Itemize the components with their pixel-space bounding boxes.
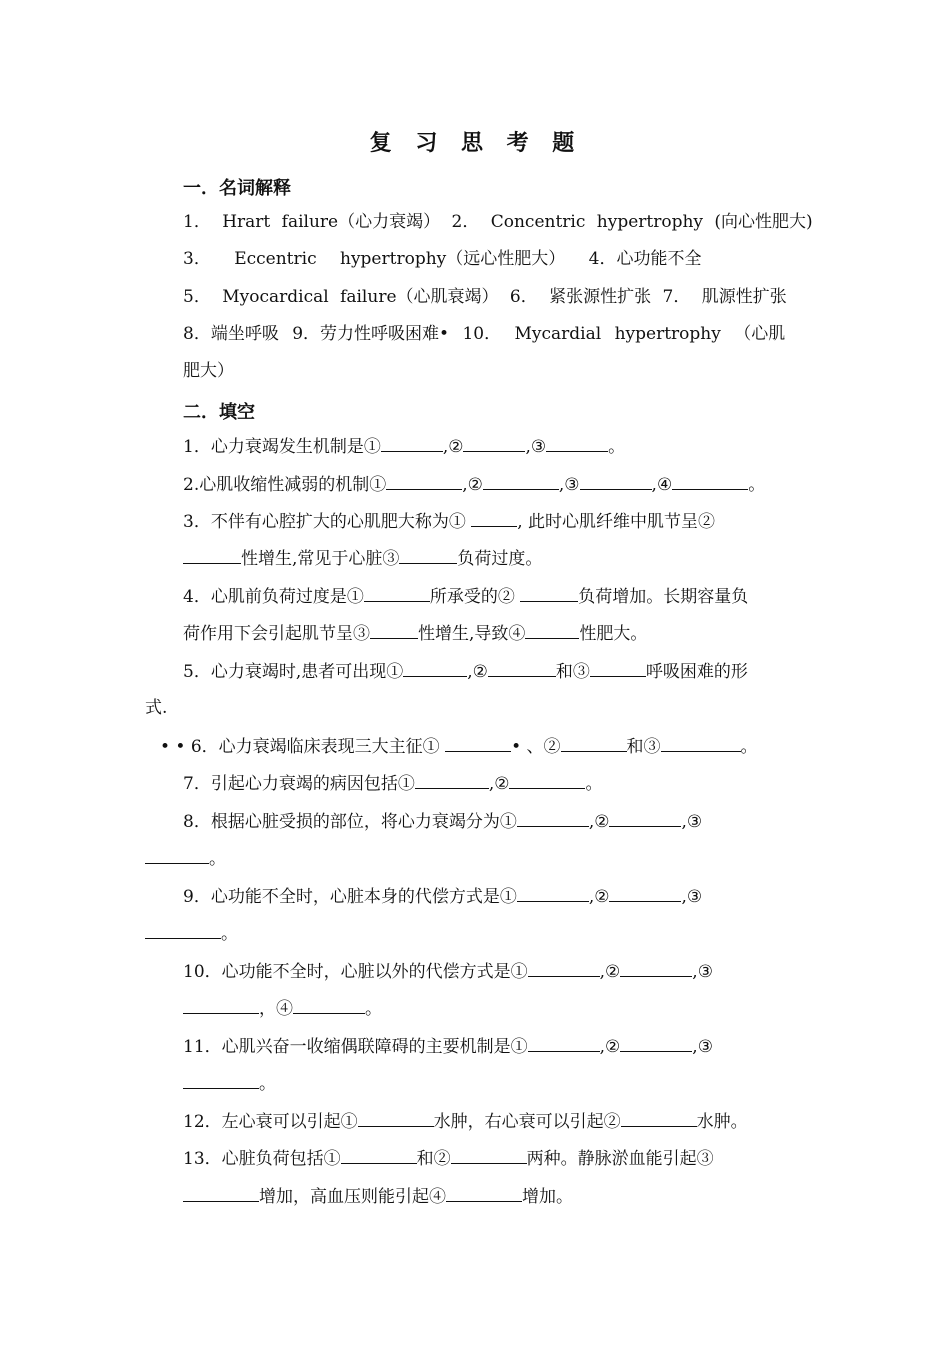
section-heading-fill: 二．填空 bbox=[183, 402, 255, 423]
q7-blank-1[interactable] bbox=[415, 772, 489, 789]
q2-text-4: ,④ bbox=[651, 475, 673, 495]
q4-text-6: 性肥大。 bbox=[579, 624, 648, 644]
q5-blank-1[interactable] bbox=[403, 660, 467, 677]
q10-blank-2[interactable] bbox=[620, 960, 692, 977]
fill-question-3-line-2 bbox=[183, 547, 542, 570]
q1-text-4: 。 bbox=[608, 437, 626, 457]
q10-blank-3[interactable] bbox=[183, 997, 259, 1014]
q3-blank-1[interactable] bbox=[471, 510, 517, 527]
q10-text-5: ，④ bbox=[259, 999, 293, 1019]
fill-question-10-line-1 bbox=[183, 960, 713, 983]
fill-question-3-line-1 bbox=[183, 510, 715, 533]
q3-blank-2[interactable] bbox=[183, 547, 241, 564]
q9-text-3: ,③ bbox=[681, 887, 703, 907]
terms-line-2: 3． Eccentric hypertrophy（远心性肥大） 4．心功能不全 bbox=[183, 249, 702, 269]
q1-blank-1[interactable] bbox=[381, 435, 443, 452]
q2-blank-1[interactable] bbox=[386, 473, 462, 490]
q5-blank-2[interactable] bbox=[488, 660, 556, 677]
fill-question-9-line-2 bbox=[145, 922, 238, 945]
fill-question-5-line-1 bbox=[183, 660, 748, 683]
q13-text-3: 两种。静脉淤血能引起③ bbox=[526, 1149, 714, 1169]
q1-text-1: 1．心力衰竭发生机制是① bbox=[183, 437, 381, 457]
q13-blank-4[interactable] bbox=[446, 1185, 522, 1202]
q5-blank-3[interactable] bbox=[590, 660, 646, 677]
q2-blank-3[interactable] bbox=[580, 473, 652, 490]
terms-line-1: 1． Hrart failure（心力衰竭） 2． Concentric hypertrophy (向心性肥大) bbox=[183, 212, 813, 232]
q12-text-3: 水肿。 bbox=[696, 1112, 748, 1132]
fill-question-1 bbox=[183, 435, 625, 458]
q6-text-2: • 、② bbox=[511, 737, 561, 757]
q9-blank-2[interactable] bbox=[609, 885, 681, 902]
q9-text-1: 9．心功能不全时，心脏本身的代偿方式是① bbox=[183, 887, 517, 907]
q4-blank-2[interactable] bbox=[520, 585, 578, 602]
q7-text-2: ,② bbox=[488, 774, 510, 794]
q4-text-3: 负荷增加。长期容量负 bbox=[578, 587, 749, 607]
q10-text-6: 。 bbox=[365, 999, 382, 1019]
q2-text-3: ,③ bbox=[558, 475, 580, 495]
page-title: 复 习 思 考 题 bbox=[369, 130, 583, 156]
q4-text-1: 4．心肌前负荷过度是① bbox=[183, 587, 364, 607]
fill-question-13-line-1 bbox=[183, 1147, 714, 1170]
terms-line-3: 5． Myocardical failure（心肌衰竭） 6． 紧张源性扩张 7． 肌源性扩张 bbox=[183, 287, 787, 307]
q1-blank-2[interactable] bbox=[463, 435, 525, 452]
q6-text-3: 和③ bbox=[626, 737, 661, 757]
q12-blank-1[interactable] bbox=[358, 1110, 434, 1127]
q8-text-2: ,② bbox=[588, 812, 610, 832]
fill-question-4-line-1 bbox=[183, 585, 748, 608]
q5-text-3: 和③ bbox=[555, 662, 590, 682]
terms-line-5: 肥大） bbox=[183, 361, 234, 381]
q7-blank-2[interactable] bbox=[509, 772, 585, 789]
fill-question-8-line-2 bbox=[145, 847, 226, 870]
q6-text-1: • • 6．心力衰竭临床表现三大主征① bbox=[160, 737, 446, 757]
q10-text-1: 10．心功能不全时，心脏以外的代偿方式是① bbox=[183, 962, 528, 982]
q1-text-3: ,③ bbox=[525, 437, 547, 457]
q5-text-2: ,② bbox=[467, 662, 488, 682]
q3-blank-3[interactable] bbox=[399, 547, 457, 564]
q6-blank-2[interactable] bbox=[561, 735, 627, 752]
q13-blank-2[interactable] bbox=[451, 1147, 527, 1164]
q4-blank-1[interactable] bbox=[364, 585, 430, 602]
q4-text-4: 荷作用下会引起肌节呈③ bbox=[183, 624, 370, 644]
q2-blank-4[interactable] bbox=[672, 473, 748, 490]
fill-question-6 bbox=[160, 735, 758, 758]
q6-blank-3[interactable] bbox=[661, 735, 741, 752]
fill-question-12 bbox=[183, 1110, 748, 1133]
fill-question-9-line-1 bbox=[183, 885, 702, 908]
q11-blank-3[interactable] bbox=[183, 1072, 259, 1089]
section-heading-terms: 一．名词解释 bbox=[183, 178, 291, 199]
q2-text-2: ,② bbox=[462, 475, 483, 495]
q2-text-5: 。 bbox=[748, 475, 766, 495]
q10-text-3: ,③ bbox=[692, 962, 713, 982]
fill-question-2 bbox=[183, 473, 765, 496]
fill-question-11-line-1 bbox=[183, 1035, 713, 1058]
q8-text-1: 8．根据心脏受损的部位，将心力衰竭分为① bbox=[183, 812, 517, 832]
q7-text-3: 。 bbox=[585, 774, 603, 794]
q9-blank-1[interactable] bbox=[517, 885, 589, 902]
q11-text-2: ,② bbox=[599, 1037, 621, 1057]
q13-text-6: 增加。 bbox=[522, 1187, 573, 1207]
q13-blank-3[interactable] bbox=[183, 1185, 259, 1202]
q5-text-4: 呼吸困难的形 bbox=[645, 662, 748, 682]
q3-text-2: , 此时心肌纤维中肌节呈② bbox=[517, 512, 716, 532]
q1-blank-3[interactable] bbox=[546, 435, 608, 452]
q4-text-2: 所承受的② bbox=[429, 587, 521, 607]
q8-blank-3[interactable] bbox=[145, 847, 209, 864]
q10-text-2: ,② bbox=[599, 962, 621, 982]
fill-question-13-line-2 bbox=[183, 1185, 573, 1208]
terms-line-4: 8．端坐呼吸 9．劳力性呼吸困难• 10． Mycardial hypertrophy （心肌 bbox=[183, 324, 786, 344]
q8-blank-2[interactable] bbox=[609, 810, 681, 827]
fill-question-4-line-2 bbox=[183, 622, 647, 645]
q9-text-5: 。 bbox=[221, 924, 238, 944]
q8-text-3: ,③ bbox=[681, 812, 703, 832]
q5-text-1: 5．心力衰竭时,患者可出现① bbox=[183, 662, 404, 682]
q8-blank-1[interactable] bbox=[517, 810, 589, 827]
q11-text-1: 11．心肌兴奋一收缩偶联障碍的主要机制是① bbox=[183, 1037, 528, 1057]
q11-text-3: ,③ bbox=[692, 1037, 713, 1057]
fill-question-7 bbox=[183, 772, 602, 795]
q2-text-1: 2.心肌收缩性减弱的机制① bbox=[183, 475, 387, 495]
q11-blank-1[interactable] bbox=[528, 1035, 600, 1052]
q3-text-4: 性增生,常见于心脏③ bbox=[241, 549, 400, 569]
q4-blank-3[interactable] bbox=[370, 622, 418, 639]
fill-question-5-line-2: 式. bbox=[145, 698, 168, 718]
fill-question-10-line-2 bbox=[183, 997, 382, 1020]
q12-text-1: 12．左心衰可以引起① bbox=[183, 1112, 358, 1132]
q2-blank-2[interactable] bbox=[483, 473, 559, 490]
q13-text-5: 增加，高血压则能引起④ bbox=[259, 1187, 446, 1207]
q9-blank-3[interactable] bbox=[145, 922, 221, 939]
q4-blank-4[interactable] bbox=[525, 622, 579, 639]
q10-blank-4[interactable] bbox=[293, 997, 365, 1014]
q13-blank-1[interactable] bbox=[341, 1147, 417, 1164]
q12-blank-2[interactable] bbox=[621, 1110, 697, 1127]
q11-text-5: 。 bbox=[259, 1074, 276, 1094]
q3-text-1: 3．不伴有心腔扩大的心肌肥大称为① bbox=[183, 512, 472, 532]
q8-text-5: 。 bbox=[209, 849, 226, 869]
q10-blank-1[interactable] bbox=[528, 960, 600, 977]
q6-blank-1[interactable] bbox=[445, 735, 511, 752]
q12-text-2: 水肿，右心衰可以引起② bbox=[433, 1112, 621, 1132]
q9-text-2: ,② bbox=[588, 887, 610, 907]
q13-text-1: 13．心脏负荷包括① bbox=[183, 1149, 341, 1169]
q7-text-1: 7．引起心力衰竭的病因包括① bbox=[183, 774, 415, 794]
q3-text-5: 负荷过度。 bbox=[457, 549, 543, 569]
q6-text-4: 。 bbox=[740, 737, 758, 757]
q4-text-5: 性增生,导致④ bbox=[418, 624, 526, 644]
q13-text-2: 和② bbox=[416, 1149, 451, 1169]
fill-question-8-line-1 bbox=[183, 810, 702, 833]
q11-blank-2[interactable] bbox=[620, 1035, 692, 1052]
fill-question-11-line-2 bbox=[183, 1072, 276, 1095]
q1-text-2: ,② bbox=[442, 437, 464, 457]
